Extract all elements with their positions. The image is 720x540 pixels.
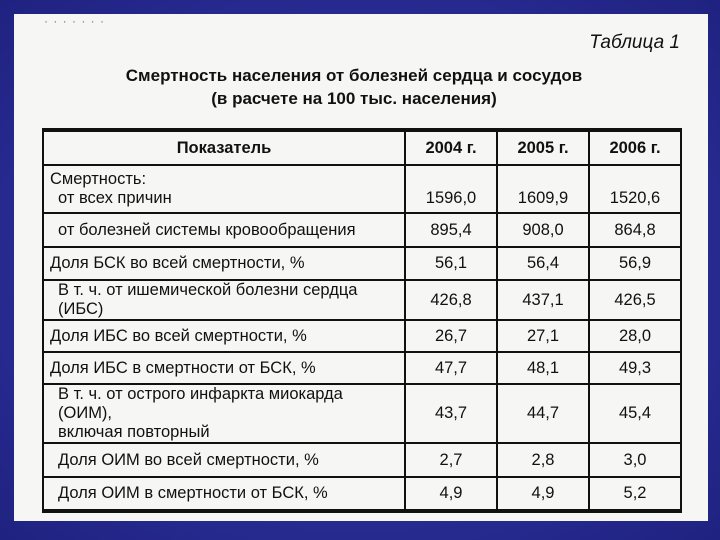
table-row <box>43 165 681 213</box>
cell-value: 2,8 <box>497 443 589 477</box>
cell-value: 44,7 <box>497 384 589 443</box>
table-header-row <box>43 130 681 165</box>
cell-value: 4,9 <box>497 477 589 511</box>
cell-value: 47,7 <box>405 352 497 384</box>
cell-value: 5,2 <box>589 477 681 511</box>
table-row <box>43 213 681 247</box>
table-row <box>43 320 681 352</box>
row-label-line-1: Смертность: <box>50 170 147 188</box>
header-year-2005: 2005 г. <box>497 130 589 165</box>
cell-value: 3,0 <box>589 443 681 477</box>
cell-value: 45,4 <box>589 384 681 443</box>
cell-value: 1609,9 <box>497 165 589 213</box>
cell-value: 49,3 <box>589 352 681 384</box>
row-label: Доля ОИМ во всей смертности, % <box>43 443 405 477</box>
table-row <box>43 443 681 477</box>
cell-value: 908,0 <box>497 213 589 247</box>
header-year-2006: 2006 г. <box>589 130 681 165</box>
row-label: Доля ОИМ в смертности от БСК, % <box>43 477 405 511</box>
row-label-line-2: от всех причин <box>58 189 172 207</box>
table-row <box>43 352 681 384</box>
title-line-1: Смертность населения от болезней сердца и сосудов <box>125 66 583 85</box>
row-label: Доля ИБС во всей смертности, % <box>43 320 405 352</box>
table-row <box>43 247 681 280</box>
cell-value: 864,8 <box>589 213 681 247</box>
cell-value: 2,7 <box>405 443 497 477</box>
header-year-2004: 2004 г. <box>405 130 497 165</box>
cell-value: 426,5 <box>589 280 681 320</box>
header-indicator: Показатель <box>43 130 405 165</box>
table-title <box>14 64 694 110</box>
scrap-text: · · · · · · · <box>44 14 105 24</box>
cell-value: 56,1 <box>405 247 497 280</box>
row-label <box>43 165 405 213</box>
table-row <box>43 384 681 443</box>
row-label-line-1: В т. ч. от острого инфаркта миокарда (ОИМ), <box>58 385 343 422</box>
row-label-line-2: включая повторный <box>58 423 210 441</box>
cell-value: 27,1 <box>497 320 589 352</box>
cell-value: 26,7 <box>405 320 497 352</box>
cell-value: 48,1 <box>497 352 589 384</box>
row-label: от болезней системы кровообращения <box>43 213 405 247</box>
row-label: Доля БСК во всей смертности, % <box>43 247 405 280</box>
table-number: Таблица 1 <box>589 32 680 53</box>
document-page <box>14 14 708 521</box>
row-label <box>43 384 405 443</box>
cell-value: 437,1 <box>497 280 589 320</box>
table-row <box>43 280 681 320</box>
cell-value: 43,7 <box>405 384 497 443</box>
table-row <box>43 477 681 511</box>
row-label: Доля ИБС в смертности от БСК, % <box>43 352 405 384</box>
cell-value: 56,4 <box>497 247 589 280</box>
mortality-table <box>42 128 682 513</box>
cell-value: 4,9 <box>405 477 497 511</box>
cell-value: 895,4 <box>405 213 497 247</box>
cell-value: 1520,6 <box>589 165 681 213</box>
cell-value: 28,0 <box>589 320 681 352</box>
row-label: В т. ч. от ишемической болезни сердца (ИБС) <box>43 280 405 320</box>
cell-value: 1596,0 <box>405 165 497 213</box>
cell-value: 56,9 <box>589 247 681 280</box>
cell-value: 426,8 <box>405 280 497 320</box>
title-line-2: (в расчете на 100 тыс. населения) <box>211 89 497 108</box>
